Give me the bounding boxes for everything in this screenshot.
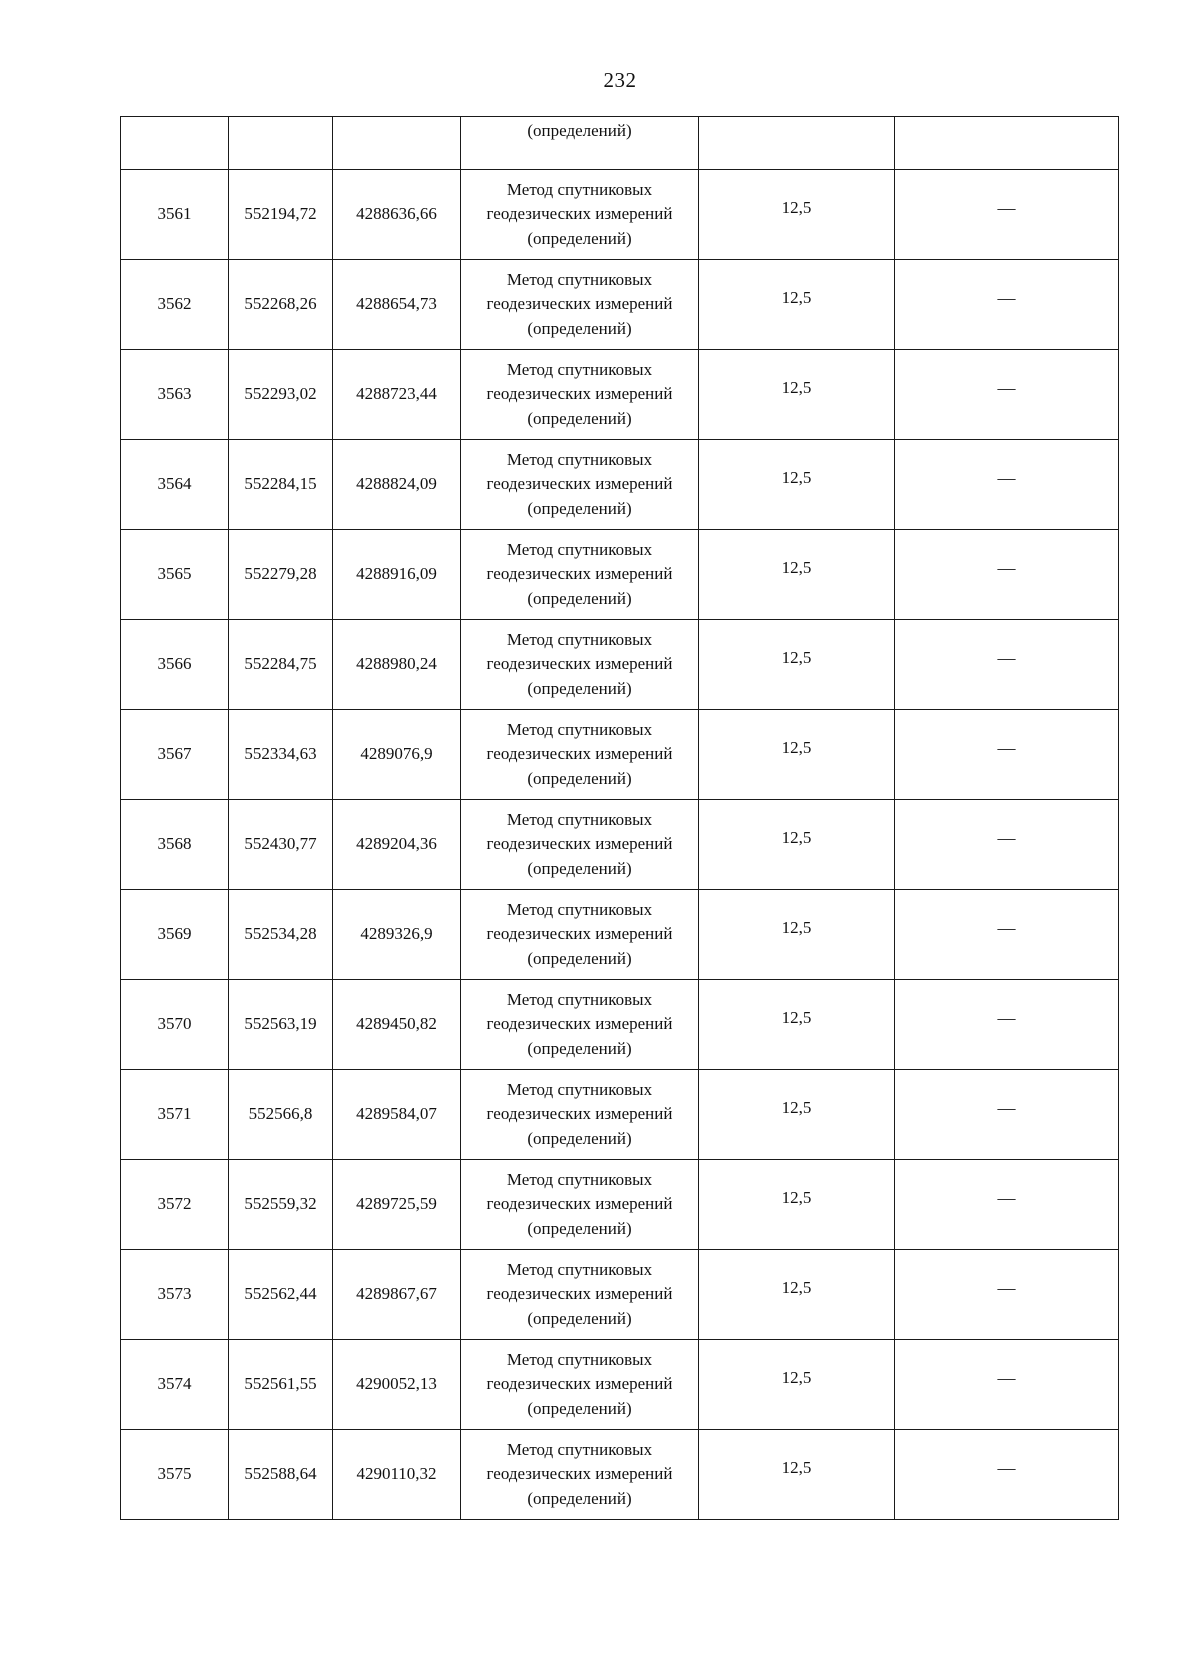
method-line: (определений)	[527, 1308, 632, 1328]
accuracy-cell	[699, 890, 895, 980]
table-row	[121, 530, 1119, 620]
method-line: Метод спутниковых	[506, 899, 653, 919]
note-dash: —	[997, 737, 1016, 758]
y-coordinate-cell: 4289076,9	[333, 710, 461, 800]
method-line: Метод спутниковых	[506, 809, 653, 829]
note-cell	[895, 1160, 1119, 1250]
method-line: геодезических измерений	[486, 564, 673, 584]
table-row	[121, 620, 1119, 710]
method-line: геодезических измерений	[486, 474, 673, 494]
y-coordinate-cell: 4290110,32	[333, 1430, 461, 1520]
accuracy-cell	[699, 440, 895, 530]
x-coordinate-cell: 552334,63	[229, 710, 333, 800]
y-coordinate-cell: 4289867,67	[333, 1250, 461, 1340]
note-cell	[895, 890, 1119, 980]
method-line: (определений)	[527, 498, 632, 518]
method-line: геодезических измерений	[486, 1284, 673, 1304]
accuracy-value: 12,5	[781, 648, 812, 668]
method-line: геодезических измерений	[486, 294, 673, 314]
accuracy-value: 12,5	[781, 918, 812, 938]
x-coordinate-cell: 552293,02	[229, 350, 333, 440]
point-number-cell: 3571	[121, 1070, 229, 1160]
method-line: Метод спутниковых	[506, 989, 653, 1009]
method-line: Метод спутниковых	[506, 1079, 653, 1099]
method-cell	[461, 530, 699, 620]
accuracy-cell	[699, 710, 895, 800]
note-cell	[895, 1430, 1119, 1520]
method-line: (определений)	[527, 858, 632, 878]
continuation-row	[121, 117, 1119, 170]
table-row	[121, 1160, 1119, 1250]
y-coordinate-cell: 4289326,9	[333, 890, 461, 980]
note-cell	[895, 1070, 1119, 1160]
method-line: Метод спутниковых	[506, 179, 653, 199]
accuracy-cell	[699, 260, 895, 350]
method-line: (определений)	[527, 588, 632, 608]
method-line: геодезических измерений	[486, 384, 673, 404]
coordinates-table-body	[121, 117, 1119, 1520]
table-row	[121, 170, 1119, 260]
method-line: (определений)	[527, 1038, 632, 1058]
method-line: (определений)	[527, 1218, 632, 1238]
method-line: (определений)	[527, 678, 632, 698]
method-line: геодезических измерений	[486, 744, 673, 764]
method-line: геодезических измерений	[486, 924, 673, 944]
y-coordinate-cell: 4290052,13	[333, 1340, 461, 1430]
note-dash: —	[997, 1367, 1016, 1388]
accuracy-value: 12,5	[781, 1278, 812, 1298]
note-dash: —	[997, 377, 1016, 398]
note-cell	[895, 350, 1119, 440]
point-number-cell	[121, 117, 229, 170]
accuracy-cell	[699, 1070, 895, 1160]
note-dash: —	[997, 1277, 1016, 1298]
y-coordinate-cell: 4288636,66	[333, 170, 461, 260]
table-row	[121, 260, 1119, 350]
method-cell	[461, 260, 699, 350]
method-cell	[461, 710, 699, 800]
table-row	[121, 1250, 1119, 1340]
point-number-cell: 3573	[121, 1250, 229, 1340]
y-coordinate-cell: 4288916,09	[333, 530, 461, 620]
accuracy-value: 12,5	[781, 828, 812, 848]
method-line: Метод спутниковых	[506, 719, 653, 739]
method-cell	[461, 620, 699, 710]
accuracy-value: 12,5	[781, 558, 812, 578]
accuracy-cell	[699, 1430, 895, 1520]
method-cell	[461, 1340, 699, 1430]
method-line: геодезических измерений	[486, 654, 673, 674]
point-number-cell: 3567	[121, 710, 229, 800]
note-dash: —	[997, 647, 1016, 668]
method-line: Метод спутниковых	[506, 629, 653, 649]
note-dash: —	[997, 197, 1016, 218]
method-line: геодезических измерений	[486, 834, 673, 854]
method-line: (определений)	[527, 408, 632, 428]
note-dash: —	[997, 827, 1016, 848]
accuracy-value: 12,5	[781, 1008, 812, 1028]
x-coordinate-cell: 552559,32	[229, 1160, 333, 1250]
method-line: (определений)	[527, 768, 632, 788]
point-number-cell: 3569	[121, 890, 229, 980]
table-row	[121, 1430, 1119, 1520]
method-cell: (определений)	[461, 117, 699, 170]
x-coordinate-cell: 552534,28	[229, 890, 333, 980]
method-cell	[461, 440, 699, 530]
page-number: 232	[603, 68, 637, 92]
y-coordinate-cell: 4288980,24	[333, 620, 461, 710]
accuracy-value: 12,5	[781, 1098, 812, 1118]
table-row	[121, 710, 1119, 800]
x-coordinate-cell: 552284,75	[229, 620, 333, 710]
method-cell	[461, 170, 699, 260]
accuracy-value: 12,5	[781, 1458, 812, 1478]
method-line: геодезических измерений	[486, 1194, 673, 1214]
accuracy-value: 12,5	[781, 378, 812, 398]
table-row	[121, 1070, 1119, 1160]
y-coordinate-cell: 4288654,73	[333, 260, 461, 350]
y-coordinate-cell: 4289584,07	[333, 1070, 461, 1160]
accuracy-value: 12,5	[781, 738, 812, 758]
method-line: (определений)	[527, 318, 632, 338]
note-dash: —	[997, 287, 1016, 308]
method-line: Метод спутниковых	[506, 1259, 653, 1279]
method-line: Метод спутниковых	[506, 1439, 653, 1459]
x-coordinate-cell: 552268,26	[229, 260, 333, 350]
x-coordinate-cell: 552566,8	[229, 1070, 333, 1160]
note-dash: —	[997, 1187, 1016, 1208]
method-cell	[461, 890, 699, 980]
method-cell	[461, 350, 699, 440]
method-line: (определений)	[527, 228, 632, 248]
accuracy-value: 12,5	[781, 1368, 812, 1388]
point-number-cell: 3564	[121, 440, 229, 530]
method-line: Метод спутниковых	[506, 1169, 653, 1189]
point-number-cell: 3574	[121, 1340, 229, 1430]
y-coordinate-cell: 4289725,59	[333, 1160, 461, 1250]
method-cell	[461, 1430, 699, 1520]
method-line: Метод спутниковых	[506, 449, 653, 469]
x-coordinate-cell: 552562,44	[229, 1250, 333, 1340]
y-coordinate-cell: 4288723,44	[333, 350, 461, 440]
note-dash: —	[997, 1007, 1016, 1028]
method-line: Метод спутниковых	[506, 269, 653, 289]
method-line: геодезических измерений	[486, 204, 673, 224]
y-coordinate-cell	[333, 117, 461, 170]
point-number-cell: 3575	[121, 1430, 229, 1520]
note-cell	[895, 530, 1119, 620]
table-row	[121, 890, 1119, 980]
x-coordinate-cell: 552194,72	[229, 170, 333, 260]
table-row	[121, 980, 1119, 1070]
note-dash: —	[997, 1457, 1016, 1478]
note-cell	[895, 1340, 1119, 1430]
y-coordinate-cell: 4289204,36	[333, 800, 461, 890]
method-cell	[461, 1070, 699, 1160]
accuracy-cell	[699, 620, 895, 710]
accuracy-value: 12,5	[781, 1188, 812, 1208]
note-cell	[895, 1250, 1119, 1340]
method-line: (определений)	[527, 1128, 632, 1148]
point-number-cell: 3563	[121, 350, 229, 440]
method-line: геодезических измерений	[486, 1374, 673, 1394]
table-row	[121, 800, 1119, 890]
accuracy-cell	[699, 530, 895, 620]
accuracy-cell	[699, 170, 895, 260]
coordinates-table	[120, 116, 1119, 1520]
method-line: геодезических измерений	[486, 1014, 673, 1034]
x-coordinate-cell: 552430,77	[229, 800, 333, 890]
point-number-cell: 3561	[121, 170, 229, 260]
method-line: геодезических измерений	[486, 1464, 673, 1484]
point-number-cell: 3568	[121, 800, 229, 890]
point-number-cell: 3566	[121, 620, 229, 710]
accuracy-cell	[699, 117, 895, 170]
note-dash: —	[997, 557, 1016, 578]
x-coordinate-cell: 552279,28	[229, 530, 333, 620]
method-line: геодезических измерений	[486, 1104, 673, 1124]
method-line: (определений)	[527, 1398, 632, 1418]
point-number-cell: 3565	[121, 530, 229, 620]
note-cell	[895, 440, 1119, 530]
x-coordinate-cell: 552563,19	[229, 980, 333, 1070]
note-cell	[895, 260, 1119, 350]
note-cell	[895, 980, 1119, 1070]
point-number-cell: 3570	[121, 980, 229, 1070]
y-coordinate-cell: 4289450,82	[333, 980, 461, 1070]
x-coordinate-cell: 552284,15	[229, 440, 333, 530]
x-coordinate-cell: 552588,64	[229, 1430, 333, 1520]
note-cell	[895, 620, 1119, 710]
method-line: Метод спутниковых	[506, 1349, 653, 1369]
accuracy-value: 12,5	[781, 198, 812, 218]
x-coordinate-cell	[229, 117, 333, 170]
note-cell	[895, 117, 1119, 170]
accuracy-cell	[699, 1160, 895, 1250]
point-number-cell: 3562	[121, 260, 229, 350]
table-row	[121, 1340, 1119, 1430]
point-number-cell: 3572	[121, 1160, 229, 1250]
method-cell	[461, 800, 699, 890]
accuracy-cell	[699, 980, 895, 1070]
method-cell	[461, 1160, 699, 1250]
method-line: (определений)	[527, 1488, 632, 1508]
method-cell	[461, 980, 699, 1070]
x-coordinate-cell: 552561,55	[229, 1340, 333, 1430]
accuracy-cell	[699, 350, 895, 440]
accuracy-cell	[699, 800, 895, 890]
method-line: Метод спутниковых	[506, 359, 653, 379]
note-cell	[895, 170, 1119, 260]
table-row	[121, 440, 1119, 530]
method-cell	[461, 1250, 699, 1340]
note-dash: —	[997, 467, 1016, 488]
note-cell	[895, 710, 1119, 800]
accuracy-cell	[699, 1340, 895, 1430]
method-line: Метод спутниковых	[506, 539, 653, 559]
note-dash: —	[997, 917, 1016, 938]
accuracy-cell	[699, 1250, 895, 1340]
note-cell	[895, 800, 1119, 890]
y-coordinate-cell: 4288824,09	[333, 440, 461, 530]
accuracy-value: 12,5	[781, 288, 812, 308]
note-dash: —	[997, 1097, 1016, 1118]
method-line: (определений)	[527, 948, 632, 968]
accuracy-value: 12,5	[781, 468, 812, 488]
table-row	[121, 350, 1119, 440]
